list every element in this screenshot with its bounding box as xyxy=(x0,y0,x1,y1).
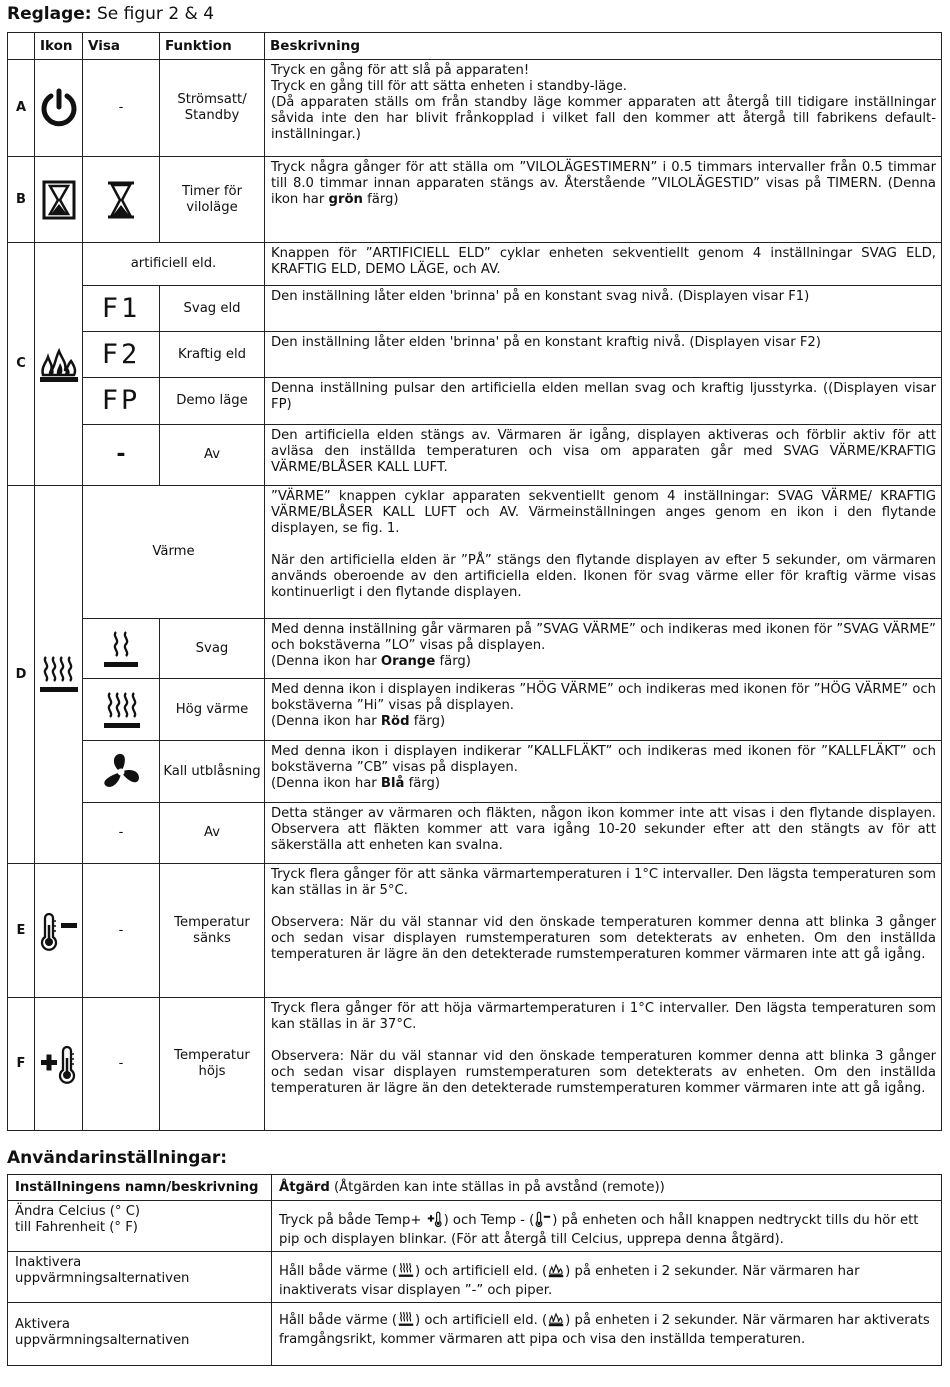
header-beskrivning: Beskrivning xyxy=(265,33,942,60)
desc-paragraph-1: Tryck flera gånger för att höja värmartemperaturen i 1°C intervaller. Den lägsta temperaturen som kan ställas in är 37°C. xyxy=(271,1001,936,1032)
row-letter: C xyxy=(8,243,35,486)
fan-icon xyxy=(83,741,160,803)
flame-icon xyxy=(547,1311,565,1332)
visa-cell: - xyxy=(83,864,160,998)
visa-cell: - xyxy=(83,803,160,864)
row-d-kall xyxy=(8,741,942,803)
description-cell xyxy=(265,486,942,619)
desc-post: färg) xyxy=(362,192,399,207)
desc-paragraph-2: Observera: När du väl stannar vid den önskade temperaturen kommer denna att blinka 3 gånger och sedan visar displayen rumstemperaturen som detekterats av enheten. Om den inställda temperaturen är lägre än den detekterade rumstemperaturen kommer värmaren inte att gå igång. xyxy=(271,915,936,962)
description-cell xyxy=(265,679,942,741)
high-heat-icon xyxy=(83,679,160,741)
heat-waves-icon xyxy=(35,486,83,864)
settings-row-celcius xyxy=(8,1201,942,1252)
row-f xyxy=(8,998,942,1131)
desc-post: färg) xyxy=(409,714,446,729)
header-funktion: Funktion xyxy=(160,33,265,60)
description-cell xyxy=(265,741,942,803)
row-letter: A xyxy=(8,60,35,157)
description-text: Tryck en gång för att slå på apparaten! Tryck en gång till för att sätta enheten i standby-läge. (Då apparaten ställs om från standby läge kommer apparaten att återgå till tidigare inställningar såvida inte den har blivit frånkopplad i vilket fall den kommer att återgå till fabrikens default-inställningar.) xyxy=(271,63,936,142)
action-text-3: ) på enheten och håll knappen nedtryckt tills du hör ett pip och displayen blinkar. (För att återgå till Celcius, upprepa denna åtgärd). xyxy=(279,1213,919,1247)
desc-bold: grön xyxy=(328,192,363,207)
description-cell: Den inställning låter elden 'brinna' på en konstant svag nivå. (Displayen visar F1) xyxy=(265,286,942,332)
row-d-hog xyxy=(8,679,942,741)
display-dash: - xyxy=(83,425,160,486)
table-header-row xyxy=(8,1175,942,1201)
row-c-header xyxy=(8,243,942,286)
action-text-3: ) på enheten i 2 sekunder. När värmaren har aktiverats framgångsrikt, kommer värmaren att pipa och visa den inställda temperaturen. xyxy=(279,1313,930,1347)
desc-bold: Röd xyxy=(380,714,410,729)
thermometer-minus-icon xyxy=(35,864,83,998)
desc-pre: Med denna ikon i displayen indikeras ”HÖG VÄRME” och indikeras med ikonen för ”HÖG VÄRME” och bokstäverna ”Hi” visas på displayen. (Denna ikon har xyxy=(271,682,936,729)
controls-heading xyxy=(7,4,214,24)
low-heat-icon xyxy=(83,619,160,679)
row-letter: E xyxy=(8,864,35,998)
desc-paragraph-2: När den artificiella elden är ”PÅ” stängs den flytande displayen av efter 5 sekunder, om värmaren används oberoende av den artificiella elden. Ikonen för svag värme eller för kraftig värme visas kontinuerligt i den flytande displayen. xyxy=(271,553,936,600)
heading-bold: Reglage: xyxy=(7,4,92,24)
desc-pre: Tryck några gånger för att ställa om ”VILOLÄGESTIMERN” i 0.5 timmars intervaller från 0.5 timmar till 8.0 timmar innan apparaten stängs av. Återstående ”VILOLÄGESTID” visas på TIMERN. (Denna ikon har xyxy=(271,160,936,207)
desc-bold: Blå xyxy=(380,776,405,791)
header-action xyxy=(272,1175,942,1201)
row-c-fp xyxy=(8,378,942,425)
action-text-2: ) och Temp - ( xyxy=(443,1213,535,1228)
desc-bold: Orange xyxy=(380,654,436,669)
setting-name: Inaktivera uppvärmningsalternativen xyxy=(8,1252,272,1303)
row-letter: D xyxy=(8,486,35,864)
row-d-header xyxy=(8,486,942,619)
description-cell: Detta stänger av värmaren och fläkten, någon ikon kommer inte att visas i den flytande displayen. Observera att fläkten kommer att vara igång 10-20 sekunder efter att den stängts av för att säkerställa att enheten kan svalna. xyxy=(265,803,942,864)
desc-post: färg) xyxy=(404,776,441,791)
settings-row-aktivera xyxy=(8,1303,942,1366)
heat-waves-icon xyxy=(397,1311,415,1332)
controls-table xyxy=(7,32,942,1131)
description-cell xyxy=(265,157,942,243)
header-ikon: Ikon xyxy=(35,33,83,60)
flame-icon xyxy=(547,1262,565,1283)
desc-paragraph-1: Tryck flera gånger för att sänka värmartemperaturen i 1°C intervaller. Den lägsta temperaturen som kan ställas in är 5°C. xyxy=(271,867,936,898)
row-c-av xyxy=(8,425,942,486)
header-letter xyxy=(8,33,35,60)
thermometer-plus-icon xyxy=(426,1211,444,1232)
visa-cell: - xyxy=(83,60,160,157)
header-name: Inställningens namn/beskrivning xyxy=(8,1175,272,1201)
user-settings-table xyxy=(7,1174,942,1366)
desc-post: färg) xyxy=(435,654,471,669)
description-cell: Den inställning låter elden 'brinna' på en konstant kraftig nivå. (Displayen visar F2) xyxy=(265,332,942,378)
row-letter: F xyxy=(8,998,35,1131)
display-f2: F2 xyxy=(83,332,160,378)
action-text-1: Håll både värme ( xyxy=(279,1313,398,1328)
action-text-1: Håll både värme ( xyxy=(279,1264,398,1279)
row-c-f2 xyxy=(8,332,942,378)
funktion-cell: Demo läge xyxy=(160,378,265,425)
setting-action xyxy=(272,1303,942,1366)
hourglass-icon xyxy=(35,157,83,243)
power-icon xyxy=(35,60,83,157)
thermometer-plus-icon xyxy=(35,998,83,1131)
action-text-3: ) på enheten i 2 sekunder. När värmaren har inaktiverats visar displayen ”-” och piper. xyxy=(279,1264,860,1298)
action-text-1: Tryck på både Temp+ xyxy=(279,1213,426,1228)
funktion-cell: Svag eld xyxy=(160,286,265,332)
flame-icon xyxy=(35,243,83,486)
row-d-svag xyxy=(8,619,942,679)
setting-action xyxy=(272,1201,942,1252)
funktion-cell: Av xyxy=(160,803,265,864)
desc-pre: Med denna inställning går värmaren på ”SVAG VÄRME” och indikeras med ikonen för ”SVAG VÄRME” och bokstäverna ”LO” visas på displayen. (Denna ikon har xyxy=(271,622,936,669)
row-a xyxy=(8,60,942,157)
row-d-av xyxy=(8,803,942,864)
settings-row-inaktivera xyxy=(8,1252,942,1303)
funktion-cell: artificiell eld. xyxy=(83,243,265,286)
setting-name: Aktivera uppvärmningsalternativen xyxy=(8,1303,272,1366)
description-cell: Den artificiella elden stängs av. Värmaren är igång, displayen aktiveras och förblir aktiv för att avläsa den inställda temperaturen och visa om apparaten går med SVAG VÄRME/KRAFTIG VÄRME/BLÅSER KALL LUFT. xyxy=(265,425,942,486)
funktion-cell: Timer för viloläge xyxy=(160,157,265,243)
desc-paragraph-1: ”VÄRME” knappen cyklar apparaten sekventiellt genom 4 inställningar: SVAG VÄRME/ KRAFTIG VÄRME/BLÅSER KALL LUFT och AV. Värmeinställningen anges genom en ikon i den flytande displayen, se fig. 1. xyxy=(271,489,936,536)
funktion-cell: Strömsatt/ Standby xyxy=(160,60,265,157)
row-b xyxy=(8,157,942,243)
desc-paragraph-2: Observera: När du väl stannar vid den önskade temperaturen kommer denna att blinka 3 gånger och sedan visar displayen rumstemperaturen som detekterats av enheten. Om den inställda temperaturen är lägre än den detekterade rumstemperaturen kommer värmaren inte att gå igång. xyxy=(271,1049,936,1096)
row-e xyxy=(8,864,942,998)
funktion-cell: Temperatur höjs xyxy=(160,998,265,1131)
funktion-cell: Värme xyxy=(83,486,265,619)
funktion-cell: Temperatur sänks xyxy=(160,864,265,998)
header-action-rest: (Åtgärden kan inte ställas in på avstånd (remote)) xyxy=(329,1179,665,1195)
description-cell xyxy=(265,619,942,679)
description-cell xyxy=(265,60,942,157)
setting-name: Ändra Celcius (° C) till Fahrenheit (° F) xyxy=(8,1201,272,1252)
table-header-row xyxy=(8,33,942,60)
row-letter: B xyxy=(8,157,35,243)
description-cell xyxy=(265,864,942,998)
action-text-2: ) och artificiell eld. ( xyxy=(415,1313,548,1328)
row-c-f1 xyxy=(8,286,942,332)
setting-action xyxy=(272,1252,942,1303)
heading-rest: Se figur 2 & 4 xyxy=(91,4,215,24)
user-settings-heading: Användarinställningar: xyxy=(7,1148,228,1168)
hourglass-display-icon xyxy=(83,157,160,243)
funktion-cell: Svag xyxy=(160,619,265,679)
funktion-cell: Kraftig eld xyxy=(160,332,265,378)
description-cell: Denna inställning pulsar den artificiella elden mellan svag och kraftig ljusstyrka. ((Displayen visar FP) xyxy=(265,378,942,425)
description-cell xyxy=(265,998,942,1131)
funktion-cell: Hög värme xyxy=(160,679,265,741)
desc-pre: Med denna ikon i displayen indikerar ”KALLFLÄKT” och indikeras med ikonen för ”KALLFLÄKT” och bokstäverna ”CB” visas på displayen. (Denna ikon har xyxy=(271,744,936,791)
thermometer-minus-icon xyxy=(534,1211,552,1232)
description-cell: Knappen för ”ARTIFICIELL ELD” cyklar enheten sekventiellt genom 4 inställningar SVAG ELD, KRAFTIG ELD, DEMO LÄGE, och AV. xyxy=(265,243,942,286)
header-action-bold: Åtgärd xyxy=(279,1179,330,1195)
display-fp: FP xyxy=(83,378,160,425)
display-f1: F1 xyxy=(83,286,160,332)
funktion-cell: Kall utblåsning xyxy=(160,741,265,803)
header-visa: Visa xyxy=(83,33,160,60)
heat-waves-icon xyxy=(397,1262,415,1283)
funktion-cell: Av xyxy=(160,425,265,486)
action-text-2: ) och artificiell eld. ( xyxy=(415,1264,548,1279)
visa-cell: - xyxy=(83,998,160,1131)
